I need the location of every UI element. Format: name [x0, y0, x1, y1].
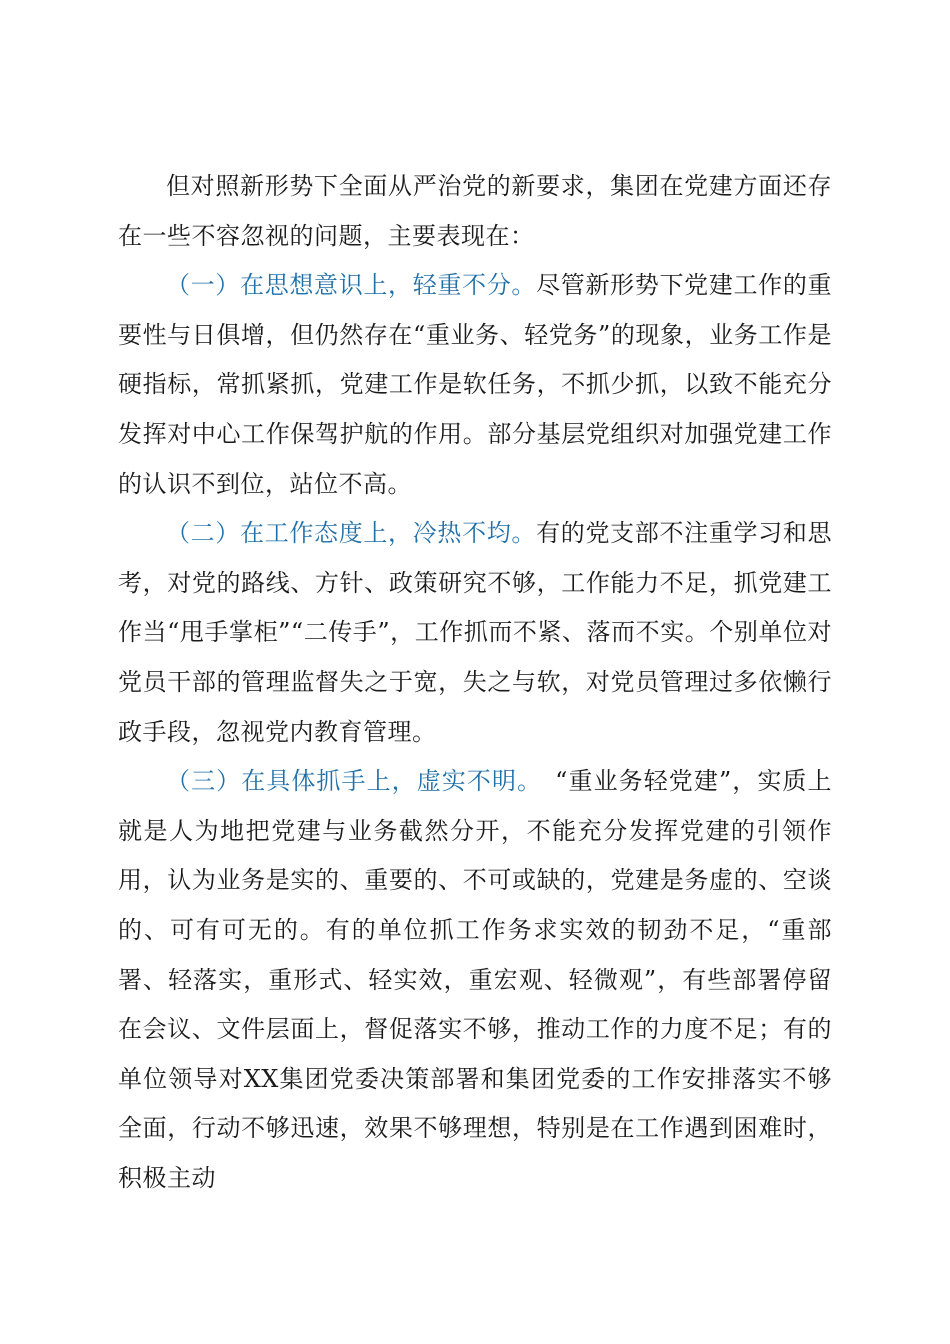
section-two-text: 有的党支部不注重学习和思考，对党的路线、方针、政策研究不够，工作能力不足，抓党建工作当“甩手掌柜”“二传手”，工作抓而不紧、落而不实。个别单位对党员干部的管理监督失之于宽，失之与软，对党员管理过多依懒行政手段，忽视党内教育管理。 [118, 519, 833, 746]
section-one-paragraph [118, 261, 832, 509]
section-one-heading: （一）在思想意识上，轻重不分。 [166, 271, 537, 300]
section-two-paragraph [118, 509, 832, 757]
intro-text: 但对照新形势下全面从严治党的新要求，集团在党建方面还存在一些不容忽视的问题，主要表现在： [118, 172, 832, 250]
intro-paragraph [118, 162, 832, 261]
section-three-paragraph [118, 757, 832, 1203]
section-three-heading: （三）在具体抓手上，虚实不明。 [166, 767, 531, 796]
document-body [118, 162, 832, 1203]
section-one-text: 尽管新形势下党建工作的重要性与日俱增，但仍然存在“重业务、轻党务”的现象，业务工作是硬指标，常抓紧抓，党建工作是软任务，不抓少抓，以致不能充分发挥对中心工作保驾护航的作用。部分基层党组织对加强党建工作的认识不到位，站位不高。 [118, 271, 833, 498]
section-three-text: “重业务轻党建”，实质上就是人为地把党建与业务截然分开，不能充分发挥党建的引领作用，认为业务是实的、重要的、不可或缺的，党建是务虚的、空谈的、可有可无的。有的单位抓工作务求实效的韧劲不足，“重部署、轻落实，重形式、轻实效，重宏观、轻微观”，有些部署停留在会议、文件层面上，督促落实不够，推动工作的力度不足；有的单位领导对XX集团党委决策部署和集团党委的工作安排落实不够全面，行动不够迅速，效果不够理想，特别是在工作遇到困难时，积极主动 [118, 767, 833, 1192]
section-two-heading: （二）在工作态度上，冷热不均。 [166, 519, 537, 548]
